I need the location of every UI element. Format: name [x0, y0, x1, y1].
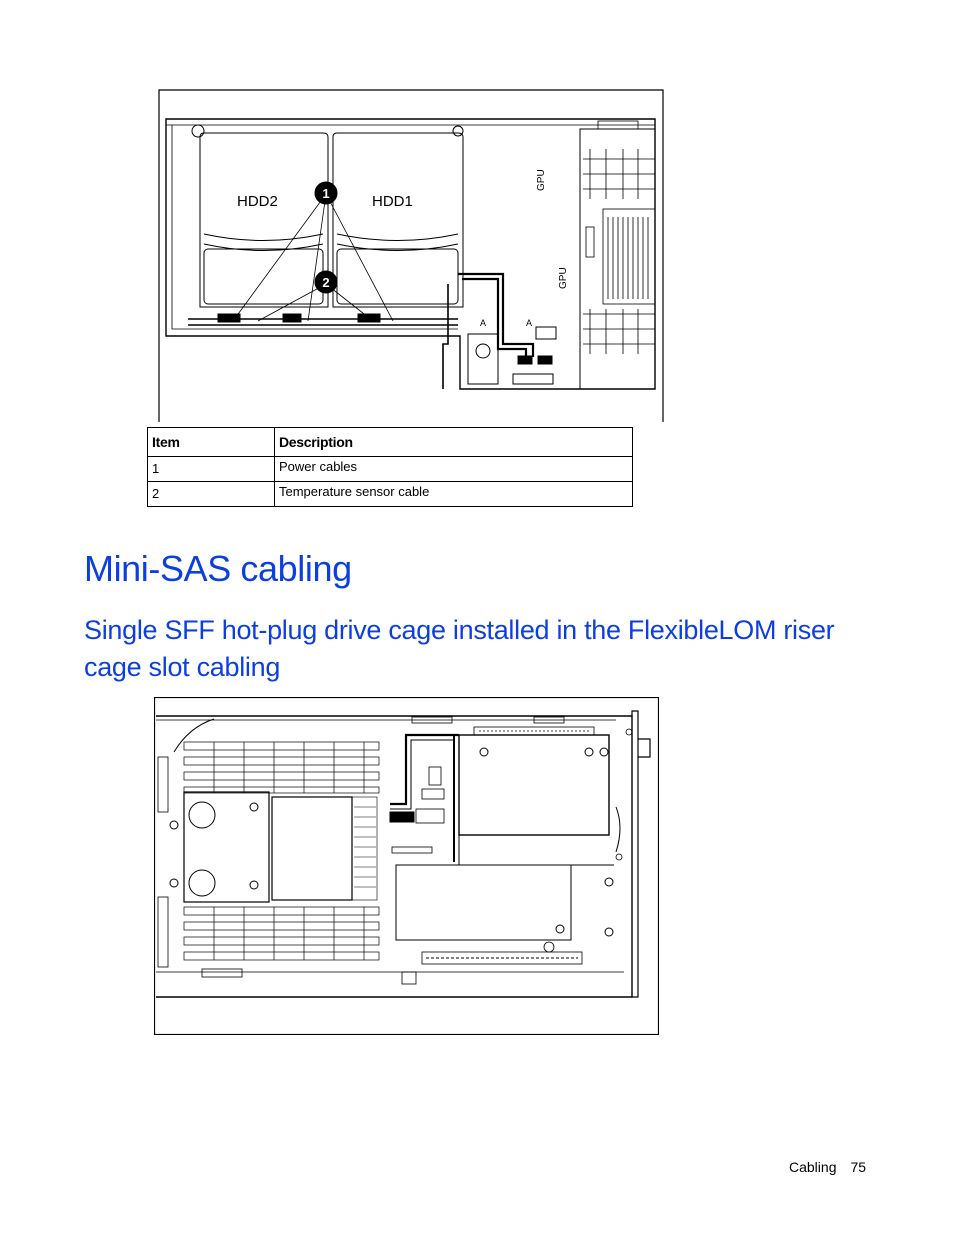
hdd2-drive	[200, 133, 328, 307]
processor-socket	[272, 797, 377, 900]
footer-section-name: Cabling	[789, 1159, 837, 1175]
dimm-bank-lower	[184, 907, 379, 960]
table-row	[148, 482, 633, 507]
expansion-board	[396, 865, 613, 984]
processor-heatsink	[170, 792, 269, 902]
item-number: 1	[148, 457, 275, 482]
page-footer	[789, 1159, 866, 1175]
svg-text:2: 2	[322, 275, 330, 290]
gpu-label-top: GPU	[536, 169, 547, 191]
connector-a-label-1: A	[480, 318, 487, 328]
callout-2	[315, 271, 337, 293]
callout-1	[315, 182, 337, 204]
dimm-bank-upper	[174, 719, 379, 793]
hdd1-label: HDD1	[372, 193, 413, 210]
flexiblelom-riser-cage	[454, 727, 614, 865]
callout-legend-table	[147, 427, 633, 507]
item-number: 2	[148, 482, 275, 507]
column-header-description: Description	[275, 428, 633, 457]
hdd2-label: HDD2	[237, 193, 278, 210]
svg-text:1: 1	[322, 186, 330, 201]
hdd1-drive	[333, 133, 463, 307]
item-description: Power cables	[275, 457, 633, 482]
table-row	[148, 457, 633, 482]
connector-a-label-2: A	[526, 318, 533, 328]
subsection-heading: Single SFF hot-plug drive cage installed in the FlexibleLOM riser cage slot cabling	[84, 615, 835, 682]
figure-hdd-power-temperature-cabling	[158, 89, 664, 422]
page-number: 75	[850, 1159, 867, 1175]
gpu-label-bottom: GPU	[558, 267, 569, 289]
column-header-item: Item	[148, 428, 275, 457]
section-heading: Mini-SAS cabling	[84, 548, 352, 589]
item-description: Temperature sensor cable	[275, 482, 633, 507]
figure-mini-sas-cabling	[154, 697, 659, 1035]
